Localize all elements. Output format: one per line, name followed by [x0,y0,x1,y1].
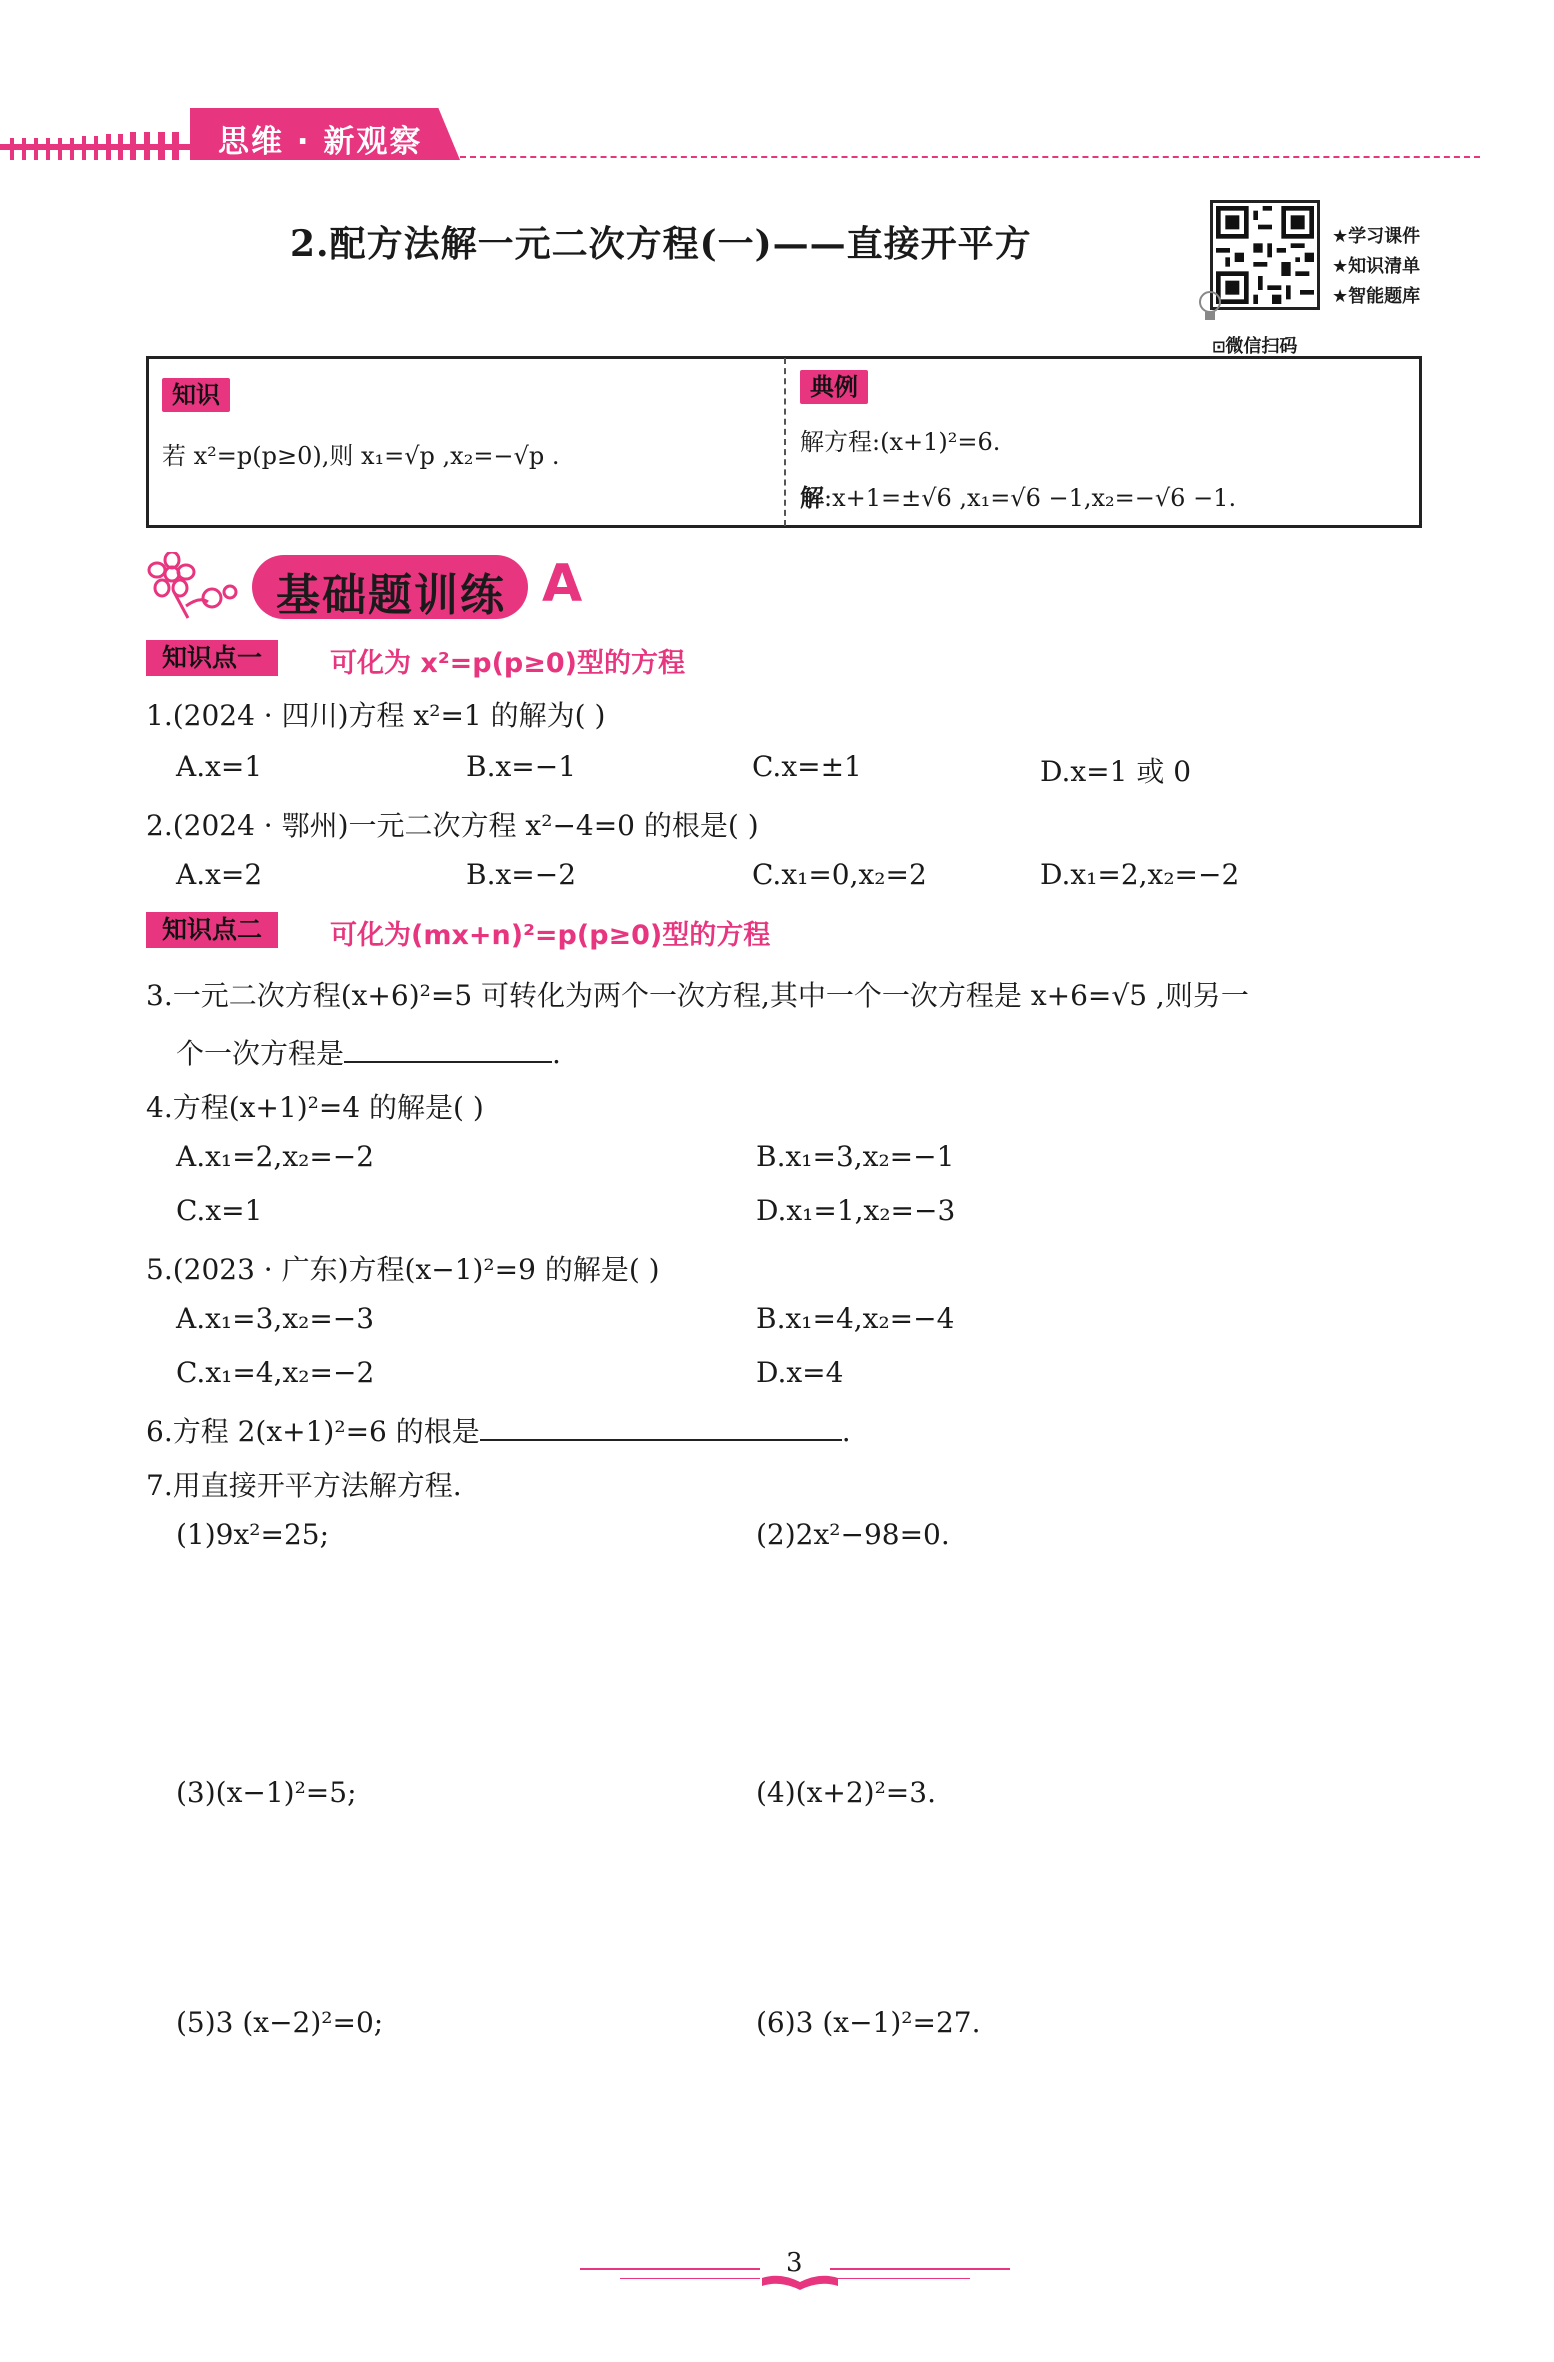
question-3-stem2: 个一次方程是 [176,1037,345,1070]
question-1-option-d[interactable]: D.x=1 或 0 [1040,755,1192,788]
question-2-option-c[interactable]: C.x₁=0,x₂=2 [752,858,927,891]
page-number: 3 [786,2248,803,2278]
example-badge: 典例 [800,370,868,404]
question-7-part-2: (2)2x²−98=0. [756,1518,950,1551]
question-4-stem: 4.方程(x+1)²=4 的解是( ) [146,1091,484,1124]
section-level: A [542,554,583,614]
question-1-option-b[interactable]: B.x=−1 [466,750,577,783]
qr-caption-text: 微信扫码 [1225,336,1298,357]
question-7-part-4: (4)(x+2)²=3. [756,1776,936,1809]
footer-line-right [830,2268,1010,2270]
question-7-part-6: (6)3 (x−1)²=27. [756,2006,981,2039]
qr-code[interactable] [1210,200,1320,310]
question-5-option-a[interactable]: A.x₁=3,x₂=−3 [176,1302,375,1335]
question-3-line2 [176,1032,561,1072]
question-3-answer-blank[interactable] [344,1061,552,1063]
footer-line-left [580,2268,760,2270]
header-divider [460,156,1480,158]
question-6-end: . [841,1415,851,1448]
question-4-option-b[interactable]: B.x₁=3,x₂=−1 [756,1140,955,1173]
qr-code-icon [1216,206,1314,304]
qr-caption [1212,332,1297,358]
question-2-option-b[interactable]: B.x=−2 [466,858,577,891]
question-1-option-c[interactable]: C.x=±1 [752,750,862,783]
knowledge-point-2-title: 可化为(mx+n)²=p(p≥0)型的方程 [330,920,771,951]
example-solution-label: 解 [800,483,824,512]
question-5-option-b[interactable]: B.x₁=4,x₂=−4 [756,1302,955,1335]
knowledge-point-1-title: 可化为 x²=p(p≥0)型的方程 [330,648,686,679]
lightbulb-icon [1196,290,1224,324]
question-4-option-a[interactable]: A.x₁=2,x₂=−2 [176,1140,375,1173]
knowledge-text: 若 x²=p(p≥0),则 x₁=√p ,x₂=−√p . [162,442,560,470]
lesson-title: 2.配方法解一元二次方程(一)——直接开平方 [290,223,1032,265]
question-7-part-3: (3)(x−1)²=5; [176,1776,357,1809]
question-1-option-a[interactable]: A.x=1 [176,750,263,783]
box-divider [784,358,786,526]
question-6-stem: 6.方程 2(x+1)²=6 的根是 [146,1415,480,1448]
series-title: 思维 · 新观察 [218,124,423,160]
question-4-option-d[interactable]: D.x₁=1,x₂=−3 [756,1194,956,1227]
question-5-option-d[interactable]: D.x=4 [756,1356,844,1389]
question-7-stem: 7.用直接开平方法解方程. [146,1469,462,1502]
open-book-icon [760,2272,840,2292]
question-2-stem: 2.(2024 · 鄂州)一元二次方程 x²−4=0 的根是( ) [146,809,759,842]
question-3-end: . [552,1037,561,1070]
question-5-option-c[interactable]: C.x₁=4,x₂=−2 [176,1356,375,1389]
qr-item-question-bank: ★智能题库 [1332,286,1421,307]
knowledge-point-2-badge: 知识点二 [146,912,278,948]
example-solution-body: :x+1=±√6 ,x₁=√6 −1,x₂=−√6 −1. [824,484,1237,512]
flower-icon [142,552,252,622]
question-1-stem: 1.(2024 · 四川)方程 x²=1 的解为( ) [146,699,606,732]
question-5-stem: 5.(2023 · 广东)方程(x−1)²=9 的解是( ) [146,1253,660,1286]
section-title: 基础题训练 [276,570,506,621]
scan-icon: ⊡ [1212,337,1226,356]
question-6 [146,1410,851,1450]
footer-line-left-thin [620,2278,760,2279]
qr-item-courseware: ★学习课件 [1332,226,1421,247]
question-2-option-d[interactable]: D.x₁=2,x₂=−2 [1040,858,1240,891]
question-2-option-a[interactable]: A.x=2 [176,858,263,891]
knowledge-point-1-badge: 知识点一 [146,640,278,676]
qr-item-knowledge-list: ★知识清单 [1332,256,1421,277]
header-stripes [0,132,200,162]
example-solution [800,478,1236,513]
question-7-part-5: (5)3 (x−2)²=0; [176,2006,384,2039]
knowledge-badge: 知识 [162,378,230,412]
question-3-stem: 3.一元二次方程(x+6)²=5 可转化为两个一次方程,其中一个一次方程是 x+6=√5 ,则另一 [146,979,1249,1012]
question-6-answer-blank[interactable] [480,1439,842,1441]
question-7-part-1: (1)9x²=25; [176,1518,330,1551]
example-problem: 解方程:(x+1)²=6. [800,428,1001,456]
footer-line-right-thin [830,2278,970,2279]
question-4-option-c[interactable]: C.x=1 [176,1194,263,1227]
